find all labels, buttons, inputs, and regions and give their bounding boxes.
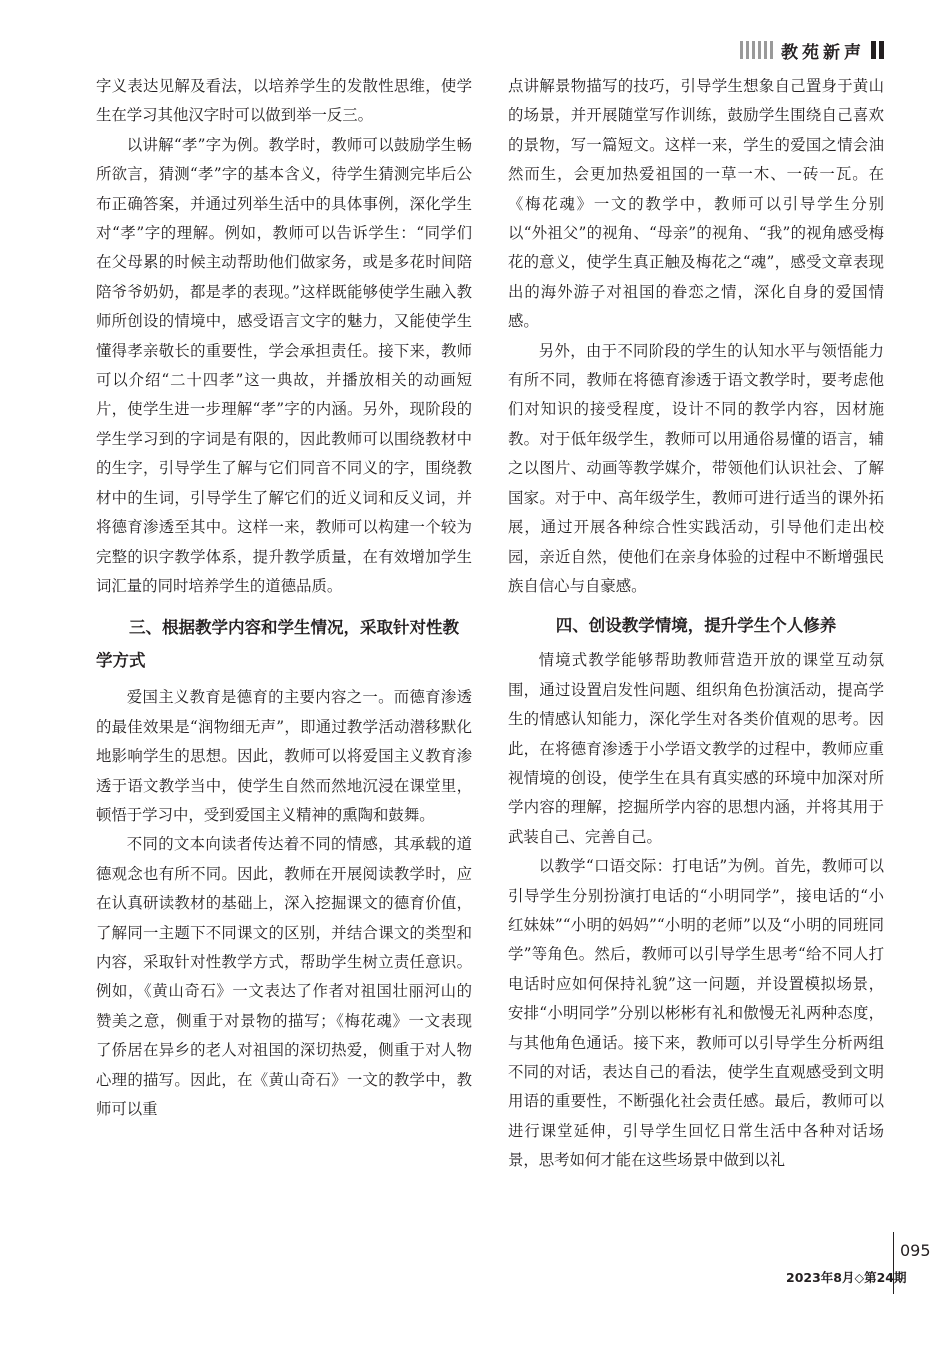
- header-end-bars: [871, 41, 884, 59]
- running-header: [740, 38, 884, 62]
- paragraph: 点讲解景物描写的技巧，引导学生想象自己置身于黄山的场景，并开展随堂写作训练，鼓励学生围绕自己喜欢的景物，写一篇短文。这样一来，学生的爱国之情会油然而生，会更加热爱祖国的一草一木、一砖一瓦。在《梅花魂》一文的教学中，教师可以引导学生分别以“外祖父”的视角、“母亲”的视角、“我”的视角感受梅花的意义，使学生真正触及梅花之“魂”，感受文章表现出的海外游子对祖国的眷恋之情，深化自身的爱国情感。: [508, 77, 884, 331]
- paragraph: 情境式教学能够帮助教师营造开放的课堂互动氛围，通过设置启发性问题、组织角色扮演活动，提高学生的情感认知能力，深化学生对各类价值观的思考。因此，在将德育渗透于小学语文教学的过程中，教师应重视情境的创设，使学生在具有真实感的环境中加深对所学内容的理解，挖掘所学内容的思想内涵，并将其用于武装自己、完善自己。: [508, 651, 884, 846]
- paragraph: 以讲解“孝”字为例。教学时，教师可以鼓励学生畅所欲言，猜测“孝”字的基本含义，待学生猜测完毕后公布正确答案，并通过列举生活中的具体事例，深化学生对“孝”字的理解。例如，教师可以告诉学生：“同学们在父母累的时候主动帮助他们做家务，或是多花时间陪陪爷爷奶奶，都是孝的表现。”这样既能够使学生融入教师所创设的情境中，感受语言文字的魅力，又能使学生懂得孝亲敬长的重要性，学会承担责任。接下来，教师可以介绍“二十四孝”这一典故，并播放相关的动画短片，使学生进一步理解“孝”字的内涵。另外，现阶段的学生学习到的字词是有限的，因此教师可以围绕教材中的生字，引导学生了解与它们同音不同义的字，围绕教材中的生词，引导学生了解它们的近义词和反义词，并将德育渗透至其中。这样一来，教师可以构建一个较为完整的识字教学体系，提升教学质量，在有效增加学生词汇量的同时培养学生的道德品质。: [96, 135, 472, 595]
- right-column: [508, 72, 884, 1176]
- left-column: [96, 72, 472, 1124]
- section-heading-3: 三、根据教学内容和学生情况，采取针对性教学方式: [96, 618, 459, 671]
- page-number: 095: [900, 1241, 931, 1260]
- paragraph: 不同的文本向读者传达着不同的情感，其承载的道德观念也有所不同。因此，教师在开展阅读教学时，应在认真研读教材的基础上，深入挖掘课文的德育价值，了解同一主题下不同课文的区别，并结合课文的类型和内容，采取针对性教学方式，帮助学生树立责任意识。例如，《黄山奇石》一文表达了作者对祖国壮丽河山的赞美之意，侧重于对景物的描写；《梅花魂》一文表现了侨居在异乡的老人对祖国的深切热爱，侧重于对人物心理的描写。因此，在《黄山奇石》一文的教学中，教师可以重: [96, 835, 472, 1118]
- paragraph: 另外，由于不同阶段的学生的认知水平与领悟能力有所不同，教师在将德育渗透于语文教学时，要考虑他们对知识的接受程度，设计不同的教学内容，因材施教。对于低年级学生，教师可以用通俗易懂的语言，辅之以图片、动画等教学媒介，带领他们认识社会、了解国家。对于中、高年级学生，教师可进行适当的课外拓展，通过开展各种综合性实践活动，引导他们走出校园，亲近自然，使他们在亲身体验的过程中不断增强民族自信心与自豪感。: [508, 341, 884, 595]
- paragraph: 字义表达见解及看法，以培养学生的发散性思维，使学生在学习其他汉字时可以做到举一反三。: [96, 77, 472, 125]
- section-title: 教苑新声: [781, 42, 865, 63]
- issue-label: 2023年8月◇第24期: [786, 1270, 907, 1285]
- section-heading-4: 四、创设教学情境，提升学生个人修养: [555, 616, 837, 636]
- paragraph: 爱国主义教育是德育的主要内容之一。而德育渗透的最佳效果是“润物细无声”，即通过教学活动潜移默化地影响学生的思想。因此，教师可以将爱国主义教育渗透于语文教学当中，使学生自然而然地沉浸在课堂里，顿悟于学习中，受到爱国主义精神的熏陶和鼓舞。: [96, 688, 472, 824]
- paragraph: 以教学“口语交际：打电话”为例。首先，教师可以引导学生分别扮演打电话的“小明同学”，接电话的“小红妹妹”“小明的妈妈”“小明的老师”以及“小明的同班同学”等角色。然后，教师可以引导学生思考“给不同人打电话时应如何保持礼貌”这一问题，并设置模拟场景，安排“小明同学”分别以彬彬有礼和傲慢无礼两种态度，与其他角色通话。接下来，教师可以引导学生分析两组不同的对话，表达自己的看法，使学生直观感受到文明用语的重要性，不断强化社会责任感。最后，教师可以进行课堂延伸，引导学生回忆日常生活中各种对话场景，思考如何才能在这些场景中做到以礼: [508, 857, 884, 1170]
- header-decoration-bars: [740, 41, 773, 59]
